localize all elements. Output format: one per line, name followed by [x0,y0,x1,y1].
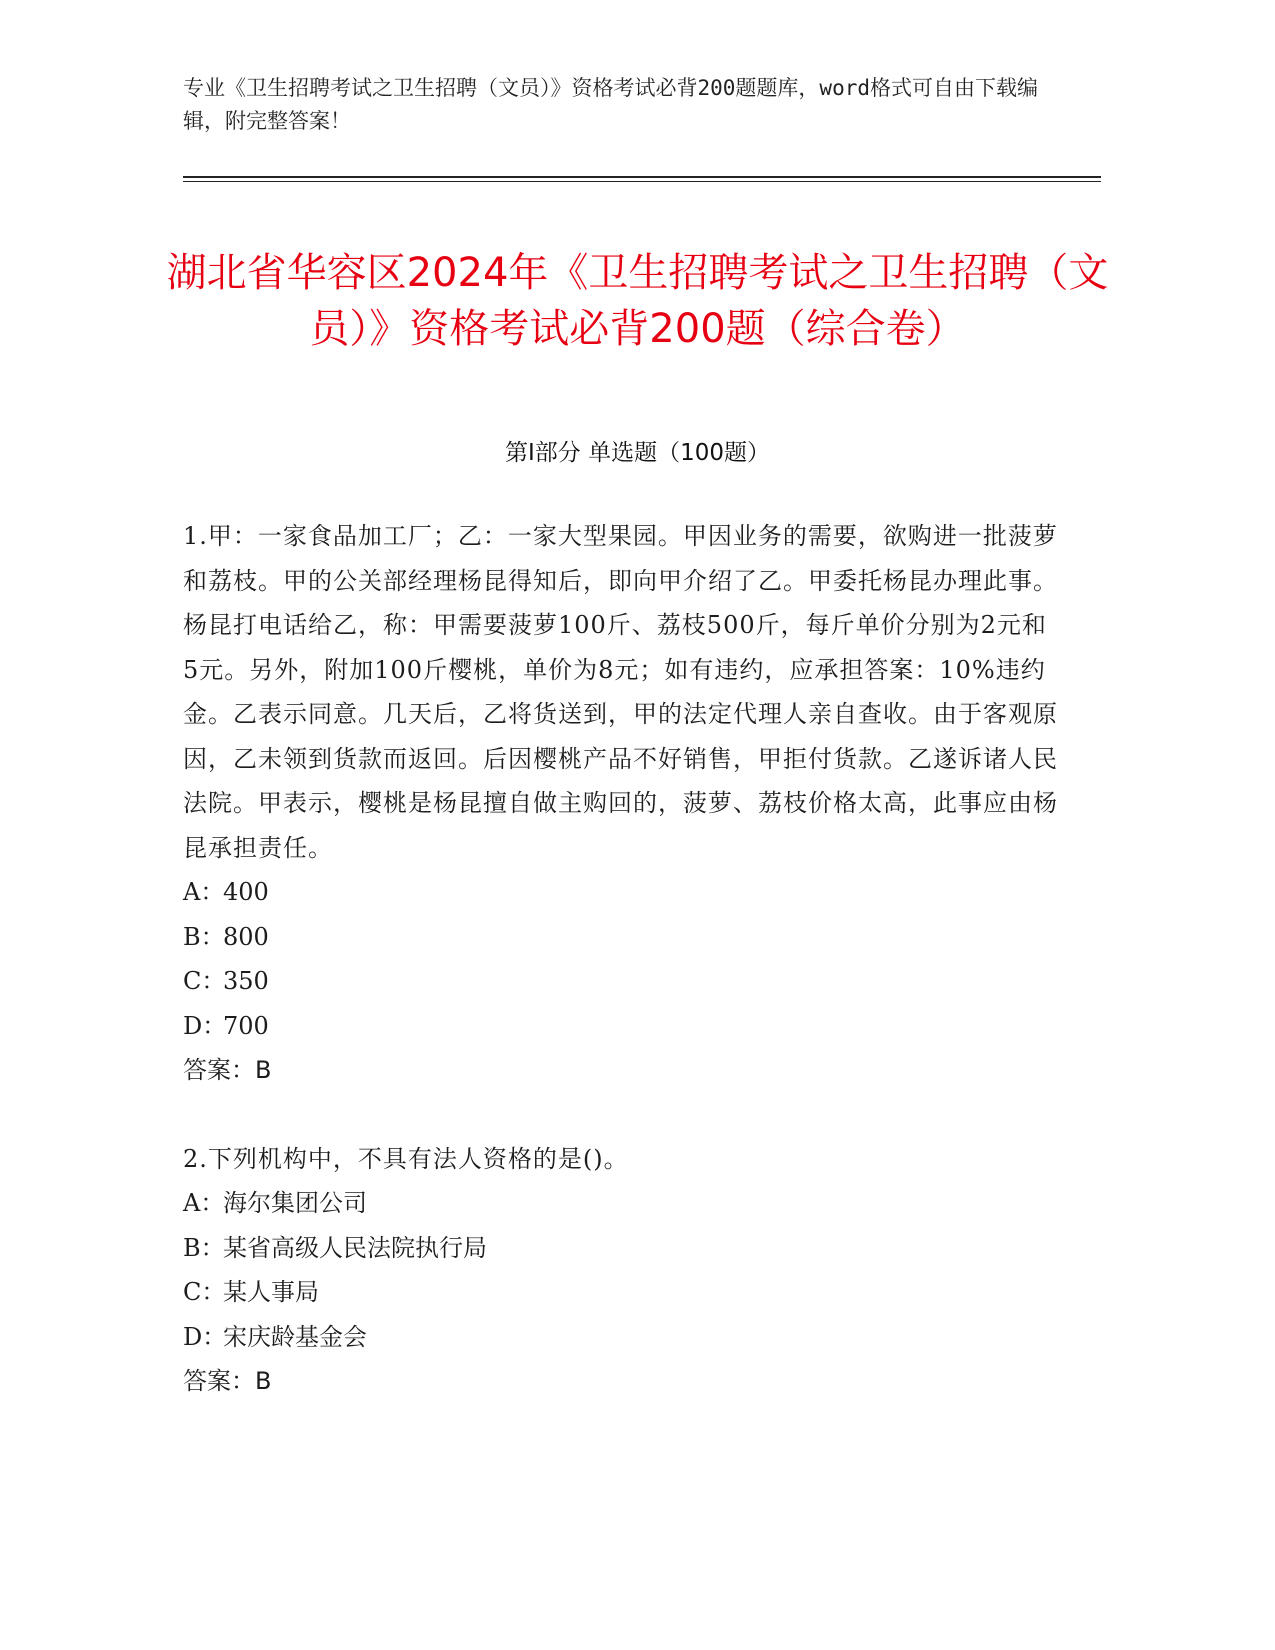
option-text: 某人事局 [223,1278,319,1306]
answer-line: 答案：B [183,1056,272,1084]
option-d [183,1315,1063,1360]
option-key: B： [183,922,225,951]
header-divider-thin [183,181,1101,182]
question-stem: 1.甲：一家食品加工厂；乙：一家大型果园。甲因业务的需要，欲购进一批菠萝和荔枝。甲的公关部经理杨昆得知后，即向甲介绍了乙。甲委托杨昆办理此事。杨昆打电话给乙，称：甲需要菠萝100斤、荔枝500斤，每斤单价分别为2元和5元。另外，附加100斤樱桃，单价为8元；如有违约，应承担答案：10%违约金。乙表示同意。几天后，乙将货送到，甲的法定代理人亲自查收。由于客观原因，乙未领到货款而返回。后因樱桃产品不好销售，甲拒付货款。乙遂诉诸人民法院。甲表示，樱桃是杨昆擅自做主购回的，菠萝、荔枝价格太高，此事应由杨昆承担责任。 [183,522,1058,862]
option-c [183,959,1063,1004]
option-key: D： [183,1322,227,1351]
option-key: A： [183,1189,225,1217]
header-divider-thick [183,176,1101,178]
question-spacer [183,1093,1063,1137]
question-stem: 2.下列机构中，不具有法人资格的是()。 [183,1144,629,1173]
option-text: 宋庆龄基金会 [223,1322,367,1351]
answer-line: 答案：B [183,1367,272,1395]
option-text: 800 [223,922,269,951]
option-text: 700 [223,1011,269,1040]
option-b [183,1226,1063,1271]
option-key: C： [183,1278,226,1306]
option-text: 某省高级人民法院执行局 [223,1233,487,1262]
option-d [183,1004,1063,1049]
option-b [183,915,1063,960]
option-text: 海尔集团公司 [223,1189,367,1217]
document-title: 湖北省华容区2024年《卫生招聘考试之卫生招聘（文员）》资格考试必背200题（综合卷） [166,249,1109,352]
option-text: 350 [223,967,269,995]
option-text: 400 [223,878,269,906]
option-key: A： [183,878,225,906]
header-note: 专业《卫生招聘考试之卫生招聘（文员）》资格考试必背200题题库，word格式可自由下载编辑，附完整答案！ [183,76,1038,133]
option-a [183,870,1063,915]
question-list [183,514,1063,1404]
option-a [183,1181,1063,1226]
option-key: B： [183,1233,225,1262]
section-heading: 第Ⅰ部分 单选题（100题） [505,440,770,466]
option-key: D： [183,1011,227,1040]
option-c [183,1270,1063,1315]
question-2 [183,1137,1063,1404]
option-key: C： [183,967,226,995]
question-1 [183,514,1063,1093]
